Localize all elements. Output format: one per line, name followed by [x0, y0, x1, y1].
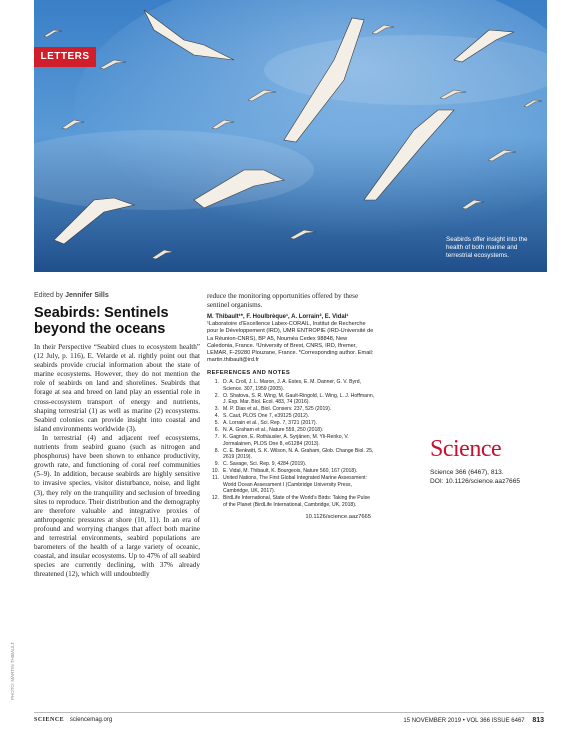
- science-logo: Science: [430, 436, 502, 462]
- article-body: [34, 343, 200, 579]
- reference-item: 4. S. Caut, PLOS One 7, e39125 (2012).: [214, 413, 310, 420]
- footer-right: [403, 717, 544, 724]
- citation-doi: DOI: 10.1126/science.aaz7665: [430, 477, 521, 485]
- reference-item: 5. A. Lorrain et al., Sci. Rep. 7, 3721 (2017).: [214, 420, 318, 427]
- reference-item: 3. M. P. Dias et al., Biol. Conserv. 237, 525 (2019).: [214, 406, 332, 413]
- reference-item: 9. C. Savage, Sci. Rep. 9, 4284 (2019).: [214, 461, 307, 468]
- page-footer: [34, 712, 544, 724]
- author-list: M. Thibault¹*, F. Houlbrèque¹, A. Lorrain², E. Vidal¹: [207, 314, 349, 321]
- reference-item: 2. O. Shatova, S. R. Wing, M. Gault-Ringold, L. Wing, L. J. Hoffmann, J. Exp. Mar. Biol. Ecol. 483, 74 (2016).: [214, 392, 375, 406]
- footer-left: [34, 717, 112, 723]
- reference-item: 11. United Nations, The First Global Integrated Marine Assessment: World Ocean Assessment I (Cambridge University Press, Cambridge, UK, 2017).: [212, 475, 368, 495]
- column-middle: [207, 292, 375, 520]
- footer-journal: SCIENCE: [34, 717, 65, 723]
- edited-by-prefix: Edited by: [34, 292, 64, 299]
- citation-line: Science 366 (6467), 813.: [430, 469, 504, 476]
- section-tag-letters: LETTERS: [34, 47, 96, 67]
- footer-issue: 15 NOVEMBER 2019 • VOL 366 ISSUE 6467: [403, 718, 525, 724]
- article-doi: 10.1126/science.aaz7665: [305, 514, 371, 521]
- reference-item: 6. N. A. Graham et al., Nature 559, 250 (2018).: [214, 427, 324, 434]
- page-title: Seabirds: Sentinels beyond the oceans: [34, 305, 169, 337]
- author-affiliations: ¹Laboratoire d’Excellence Labex-CORAIL, Institut de Recherche pour le Développement (IRD), UMR ENTROPIE (IRD-Université de La Réunion-CNRS), BP A5, Nouméa Cedex 98848, New Caledonia, France. ²University of Brest, CNRS, IRD, Ifremer, LEMAR, F-29280 Plouzane, France. *Corresponding author. Email: martin.thibault@ird.fr: [207, 321, 374, 364]
- body-paragraph-2: In terrestrial (4) and adjacent reef ecosystems, nutrients from seabird guano (such as nitrogen and phosphorus) have been shown to enhance productivity, growth rate, and functioning of coral reef communities (5–9). In addition, because seabirds are highly sensitive to invasive species, visitor disturbance, noise, and light (3), they rely on the tranquility and seclusion of breeding sites to reproduce. Their distribution and the demography are therefore valuable and integrative proxies of anthropogenic pressures at shore (10, 11). In an era of profound and worrying changes that affect both marine and terrestrial environments, seabird populations are barometers of the health of a large variety of oceanic, coastal, and insular ecosystems. Up to 47% of all seabird species are currently declining, with 37% already threatened (12), which will undoubtedly: [34, 433, 200, 579]
- seabirds-flock-illustration: [34, 0, 547, 272]
- hero-photo: [34, 0, 547, 272]
- references-list: [207, 379, 375, 508]
- column-right: [430, 436, 560, 486]
- references-heading: REFERENCES AND NOTES: [207, 370, 291, 377]
- body-paragraph-1: In their Perspective “Seabird clues to ecosystem health” (12 July, p. 116), E. Velarde et al. rightly point out that seabirds provide crucial information about the state of marine ecosystems. However, they do not mention the role of seabirds on land and shorelines. Seabirds that forage at sea and breed on land play an essential role in cross-ecosystem transport of energy and nutrients, shaping terrestrial (1) as well as marine (2) ecosystems. Seabird colonies can provide insight into coastal and island environments worldwide (3).: [34, 343, 200, 433]
- photo-credit: PHOTO: MARTIN THIBAULT: [10, 641, 15, 700]
- editor-name: Jennifer Sills: [65, 292, 109, 299]
- body-continuation: reduce the monitoring opportunities offered by these sentinel organisms.: [207, 292, 359, 310]
- reference-item: 10. E. Vidal, M. Thibault, K. Bourgeois, Nature 560, 167 (2018).: [211, 468, 358, 475]
- reference-item: 7. K. Gagnon, E. Rothäusler, A. Syrjänen, M. Yli-Renko, V. Jormalainen, PLOS One 8, e61284 (2013).: [214, 434, 349, 447]
- column-left: [34, 292, 200, 579]
- edited-by-line: [34, 292, 200, 299]
- page-number: 813: [532, 717, 544, 724]
- reference-item: 8. C. E. Benkwitt, S. K. Wilson, N. A. Graham, Glob. Change Biol. 25, 2619 (2019).: [214, 447, 374, 461]
- reference-item: 12. BirdLife International, State of the World’s Birds: Taking the Pulse of the Planet (BirdLife International, Cambridge, UK, 2018).: [211, 495, 370, 508]
- reference-item: 1. D. A. Croll, J. L. Maron, J. A. Estes, E. M. Danner, G. V. Byrd, Science. 307, 1959 (2005).: [214, 379, 361, 392]
- footer-site: sciencemag.org: [69, 717, 113, 723]
- photo-caption: Seabirds offer insight into the health of both marine and terrestrial ecosystems.: [446, 236, 528, 259]
